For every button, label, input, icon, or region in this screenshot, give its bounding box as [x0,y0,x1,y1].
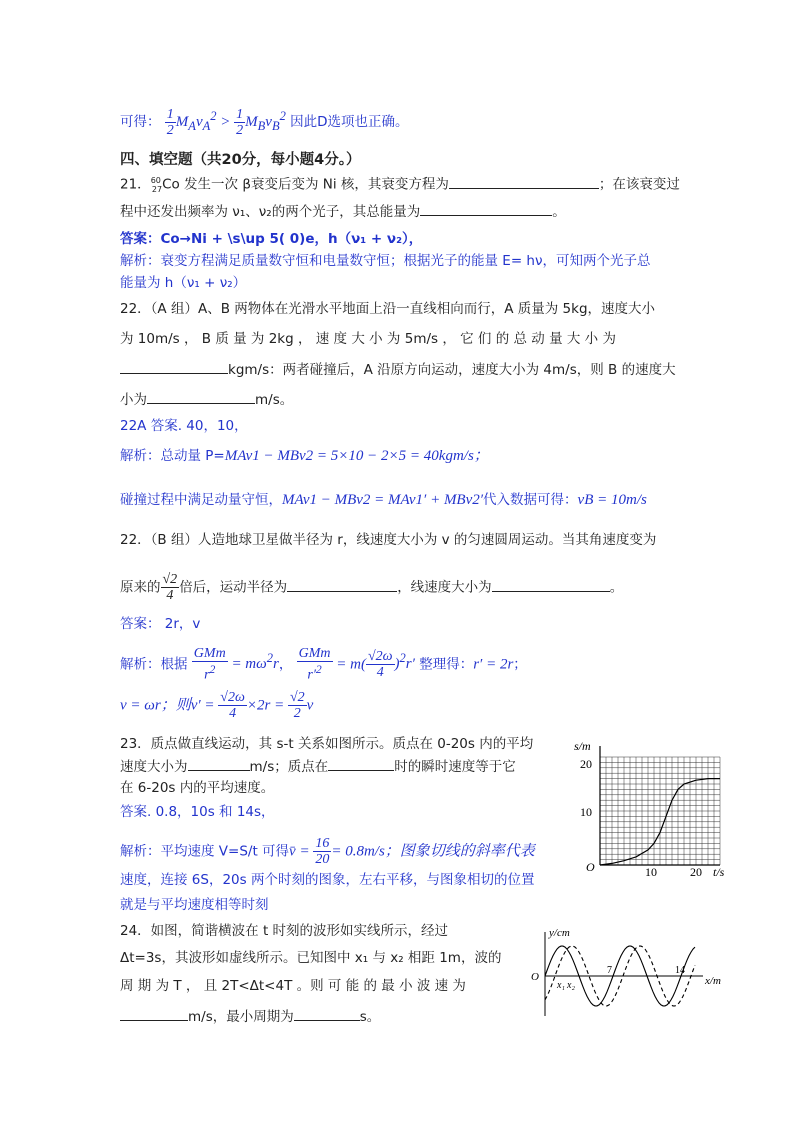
q22a-answer: 22A 答案. 40，10， [120,418,248,434]
q22b-line1: 22．（B 组）人造地球卫星做半径为 r，线速度大小为 v 的匀速圆周运动。当其角速度变为 [120,532,657,548]
wave-graph [525,924,730,1020]
q22a-explanation2: 碰撞过程中满足动量守恒，MAv1 − MBv2 = MAv1′ + MBv2′代入数据可得：vB = 10m/s [120,492,647,508]
wave-mark7: 7 [607,965,612,976]
q23-line1: 23．质点做直线运动，其 s-t 关系如图所示。质点在 0-20s 内的平均 [120,736,534,752]
q21-answer: 答案：Co→Ni + \s\up 5( 0)e，h（ν₁ + ν₂）， [120,231,423,247]
q22a-line2: 为 10m/s ， B 质 量 为 2kg ， 速 度 大 小 为 5m/s ， 它 们 的 总 动 量 大 小 为 [120,331,616,347]
st-grid [600,757,720,865]
sqrt2-over-4: $\frac{√2}{4}$ [162,572,178,603]
q22b-explanation1: 解析：根据 $\frac{\text{GMm}}{r^2}$ = $m\omega^2r$， $\frac{\text{GMm}}{r'^2}$ = m( $\frac{√2\omega}{4}$ )$^2$r′ 整理得：r′ = 2r； [120,646,527,683]
wave-mark14: 14 [675,965,685,976]
q22a-line1: 22．（A 组）A、B 两物体在光滑水平地面上沿一直线相向而行，A 质量为 5kg，速度大小 [120,301,656,317]
q23-explanation2: 速度，连接 6S，20s 两个时刻的图象，左右平移，与图象相切的位置 [120,872,535,888]
q24-line2: Δt=3s，其波形如虚线所示。已知图中 x₁ 与 x₂ 相距 1m，波的 [120,950,502,966]
prev-text: 因此D选项也正确。 [290,114,409,130]
q24-line4: m/s，最小周期为 s。 [120,1006,380,1027]
wave-ylabel: y/cm [549,927,570,939]
q21-explanation2: 能量为 h（ν₁ + ν₂） [120,275,247,291]
q22b-blank2[interactable] [492,577,610,592]
half-fraction: $\frac{1}{2}$ [166,106,174,138]
q23-answer: 答案. 0.8，10s 和 14s， [120,804,275,820]
q23-blank1[interactable] [188,756,250,771]
st-x10: 10 [645,865,657,879]
q22a-blank2[interactable] [147,389,255,404]
q21-blank1[interactable] [449,174,599,189]
q22a-explanation1: 解析：总动量 P=MAv1 − MBv2 = 5×10 − 2×5 = 40kgm/s； [120,448,489,464]
wave-x2: x₂ [567,980,575,991]
q22b-blank1[interactable] [287,577,397,592]
q24-line3: 周 期 为 T ， 且 2T<Δt<4T 。则 可 能 的 最 小 波 速 为 [120,978,466,994]
st-y20: 20 [580,757,592,771]
q22b-line2: 原来的 $\frac{√2}{4}$ 倍后，运动半径为 ，线速度大小为 。 [120,572,624,603]
q22b-answer: 答案： 2r，v [120,616,201,632]
st-graph [570,738,740,880]
q23-blank2[interactable] [328,756,394,771]
half-fraction: $\frac{1}{2}$ [236,106,244,138]
q23-explanation1: 解析：平均速度 V=S/t 可得v̄ = $\frac{16}{20}$ = 0.8m/s；图象切线的斜率代表 [120,836,535,867]
q22a-line3: kgm/s：两者碰撞后，A 沿原方向运动，速度大小为 4m/s，则 B 的速度大 [120,359,676,380]
q21-line2: 程中还发出频率为 ν₁、ν₂的两个光子，其总能量为 。 [120,201,566,222]
q21-blank2[interactable] [420,201,552,216]
q22b-explanation2: v = ωr；则v′ = $\frac{√2\omega}{4}$ ×2r = $\frac{√2}{2}$ v [120,690,314,721]
q21-line1: 21．$^{60}_{27}$Co 发生一次 β衰变后变为 Ni 核，其衰变方程为 ；在该衰变过 [120,171,680,200]
q24-line1: 24．如图，简谐横波在 t 时刻的波形如实线所示，经过 [120,923,449,939]
st-xlabel: t/s [713,865,725,879]
st-ylabel: s/m [574,739,591,753]
q24-blank1[interactable] [120,1006,188,1021]
wave-x1: x₁ [557,980,565,991]
prev-label: 可得： [120,114,161,130]
wave-xlabel: x/m [705,975,721,987]
q22a-blank1[interactable] [120,359,228,374]
section-heading: 四、填空题（共20分，每小题4分。） [120,152,361,168]
prev-conclusion: 可得： $\frac{1}{2}$ $M_Av_A^2$ > $\frac{1}{2}$ $M_Bv_B^2$ 因此D选项也正确。 [120,106,409,138]
q22a-line4: 小为 m/s。 [120,389,293,410]
q23-line3: 在 6-20s 内的平均速度。 [120,780,275,796]
st-y10: 10 [580,805,592,819]
q24-blank2[interactable] [294,1006,360,1021]
wave-origin: O [531,971,539,983]
st-origin: O [586,860,595,874]
q23-explanation3: 就是与平均速度相等时刻 [120,897,269,913]
q21-explanation1: 解析：衰变方程满足质量数守恒和电量数守恒；根据光子的能量 E= hν，可知两个光子总 [120,253,651,269]
st-x20: 20 [690,865,702,879]
q23-line2: 速度大小为 m/s；质点在 时的瞬时速度等于它 [120,756,516,777]
